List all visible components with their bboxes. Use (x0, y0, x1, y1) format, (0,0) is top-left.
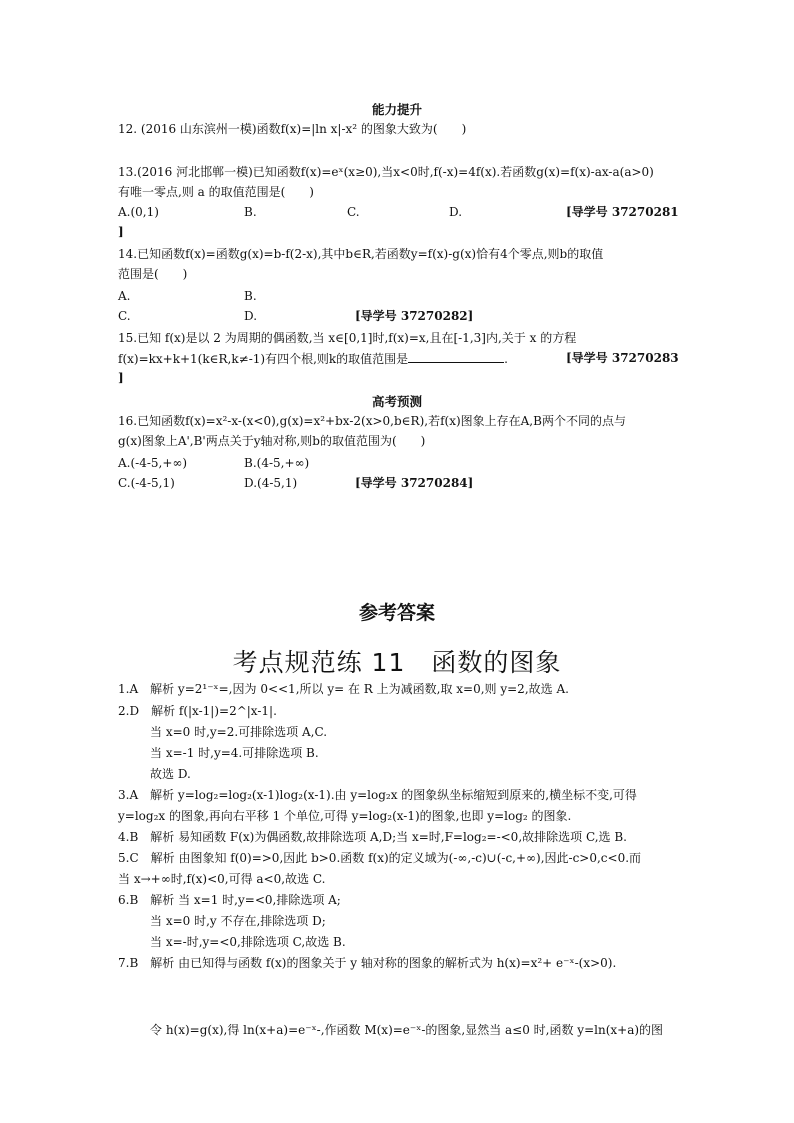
answer-1: 1.A 解析 y=2¹⁻ˣ=,因为 0<<1,所以 y= 在 R 上为减函数,取 x=0,则 y=2,故选 A. (118, 682, 569, 696)
answer-2-line-1: 2.D 解析 f(|x-1|)=2^|x-1|. (118, 704, 277, 718)
q13-option-b: B. (244, 205, 257, 219)
q16-option-d: D.(4-5,1) (244, 476, 298, 490)
q16-option-a: A.(-4-5,+∞) (118, 456, 188, 470)
q15-reference-close: ] (118, 371, 124, 385)
q13-option-a: A.(0,1) (118, 205, 159, 219)
answer-7-continued: 令 h(x)=g(x),得 ln(x+a)=e⁻ˣ-,作函数 M(x)=e⁻ˣ-的图象,显然当 a≤0 时,函数 y=ln(x+a)的图 (150, 1023, 664, 1037)
answer-5-line-1: 5.C 解析 由图象知 f(0)=>0,因此 b>0.函数 f(x)的定义域为(-∞,-c)∪(-c,+∞),因此-c>0,c<0.而 (118, 851, 642, 865)
answer-6-line-2: 当 x=0 时,y 不存在,排除选项 D; (150, 914, 326, 928)
question-14-line-2: 范围是( ) (118, 267, 188, 281)
question-13-line-2: 有唯一零点,则 a 的取值范围是( ) (118, 185, 314, 199)
q13-option-c: C. (347, 205, 360, 219)
answer-3-line-1: 3.A 解析 y=log₂=log₂(x-1)log₂(x-1).由 y=log₂x 的图象纵坐标缩短到原来的,横坐标不变,可得 (118, 788, 637, 802)
answer-3-line-2: y=log₂x 的图象,再向右平移 1 个单位,可得 y=log₂(x-1)的图象,也即 y=log₂ 的图象. (118, 809, 572, 823)
answer-5-line-2: 当 x→+∞时,f(x)<0,可得 a<0,故选 C. (118, 872, 326, 886)
section-heading-ability: 能力提升 (371, 102, 422, 117)
question-16-line-1: 16.已知函数f(x)=x²-x-(x<0),g(x)=x²+bx-2(x>0,b∈R),若f(x)图象上存在A,B两个不同的点与 (118, 414, 626, 428)
question-12: 12. (2016 山东滨州一模)函数f(x)=|ln x|-x² 的图象大致为( ) (118, 122, 467, 136)
answer-6-line-1: 6.B 解析 当 x=1 时,y=<0,排除选项 A; (118, 893, 341, 907)
question-13-line-1: 13.(2016 河北邯郸一模)已知函数f(x)=eˣ(x≥0),当x<0时,f(-x)=4f(x).若函数g(x)=f(x)-ax-a(a>0) (118, 165, 654, 179)
answer-2-line-3: 当 x=-1 时,y=4.可排除选项 B. (150, 746, 319, 760)
q14-option-a: A. (118, 289, 131, 303)
q16-option-b: B.(4-5,+∞) (244, 456, 310, 470)
q14-option-b: B. (244, 289, 257, 303)
answer-4: 4.B 解析 易知函数 F(x)为偶函数,故排除选项 A,D;当 x=时,F=log₂=-<0,故排除选项 C,选 B. (118, 830, 627, 844)
q16-reference-number: [导学号 37270284] (355, 476, 474, 490)
question-14-line-1: 14.已知函数f(x)=函数g(x)=b-f(2-x),其中b∈R,若函数y=f(x)-g(x)恰有4个零点,则b的取值 (118, 247, 604, 261)
q15-text: f(x)=kx+k+1(k∈R,k≠-1)有四个根,则k的取值范围是 (118, 352, 409, 366)
answer-blank (408, 350, 504, 363)
q14-option-d: D. (244, 309, 258, 323)
question-16-line-2: g(x)图象上A',B'两点关于y轴对称,则b的取值范围为( ) (118, 434, 426, 448)
exercise-title: 考点规范练 11 函数的图象 (232, 648, 562, 677)
section-heading-forecast: 高考预测 (371, 394, 422, 409)
q13-reference-number: [导学号 37270281 (566, 205, 679, 219)
q16-option-c: C.(-4-5,1) (118, 476, 175, 490)
q13-option-d: D. (449, 205, 463, 219)
question-15-line-2: f(x)=kx+k+1(k∈R,k≠-1)有四个根,则k的取值范围是 . (118, 352, 508, 366)
q14-option-c: C. (118, 309, 131, 323)
q15-reference-number: [导学号 37270283 (566, 351, 679, 365)
answer-2-line-2: 当 x=0 时,y=2.可排除选项 A,C. (150, 725, 328, 739)
answer-7: 7.B 解析 由已知得与函数 f(x)的图象关于 y 轴对称的图象的解析式为 h(x)=x²+ e⁻ˣ-(x>0). (118, 956, 617, 970)
question-15-line-1: 15.已知 f(x)是以 2 为周期的偶函数,当 x∈[0,1]时,f(x)=x,且在[-1,3]内,关于 x 的方程 (118, 331, 577, 345)
answer-2-line-4: 故选 D. (150, 767, 191, 781)
answers-title: 参考答案 (358, 602, 435, 624)
q13-reference-close: ] (118, 225, 124, 239)
answer-6-line-3: 当 x=-时,y=<0,排除选项 C,故选 B. (150, 935, 346, 949)
q14-reference-number: [导学号 37270282] (355, 309, 474, 323)
